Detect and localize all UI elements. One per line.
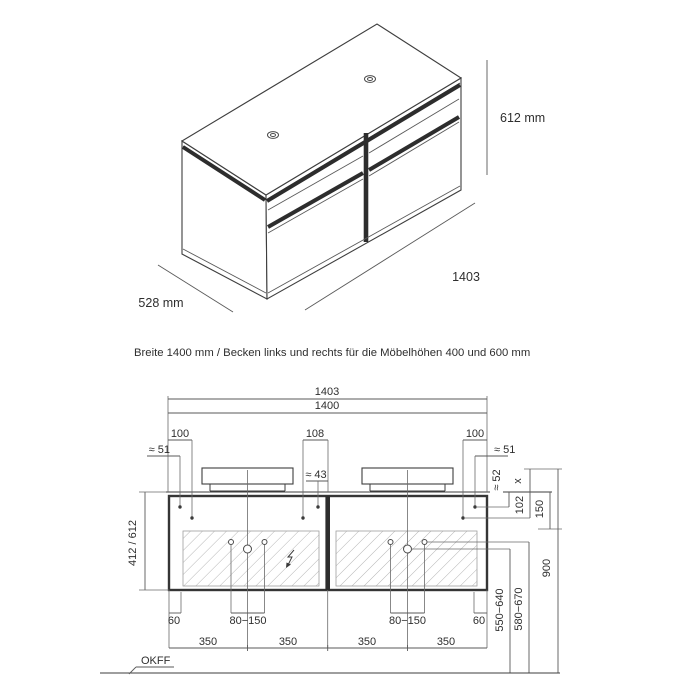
isometric-view: [138, 24, 545, 312]
dim-offset-right: 100: [465, 428, 485, 440]
front-elevation: [100, 386, 562, 674]
dim-drop-102: 102: [514, 495, 526, 515]
caption-text: Breite 1400 mm / Becken links und rechts für die Möbelhöhen 400 und 600 mm: [134, 347, 531, 359]
dim-350-1: 350: [198, 636, 218, 648]
dim-rim-offset: ≈ 52: [491, 469, 503, 491]
dim-basin-height-x: x: [512, 478, 524, 484]
iso-faucet-hole-right: [365, 76, 376, 83]
dim-cabinet-width: 1400: [314, 400, 340, 412]
dim-bottom-group: [168, 590, 487, 651]
dim-drop-150: 150: [534, 499, 546, 519]
dim-offset-center: 108: [305, 428, 325, 440]
dim-cabinet-heights: 412 / 612: [127, 520, 139, 566]
floor-level-group: [100, 655, 560, 674]
dim-350-4: 350: [436, 636, 456, 648]
dim-approx-center: ≈ 43: [305, 469, 327, 481]
dim-range-high: 580−670: [513, 587, 525, 631]
dim-holes-left: 80−150: [229, 615, 267, 627]
dim-approx-right: ≈ 51: [494, 444, 516, 456]
dim-edge-right: 60: [472, 615, 486, 627]
iso-faucet-hole-left: [268, 132, 279, 139]
dim-approx-left: ≈ 51: [148, 444, 170, 456]
dim-offset-left: 100: [170, 428, 190, 440]
iso-depth-label: 528 mm: [138, 296, 184, 310]
iso-width-label: 1403: [452, 270, 480, 284]
iso-height-label: 612 mm: [500, 111, 546, 125]
dim-height-total: 900: [541, 558, 553, 578]
dim-350-3: 350: [357, 636, 377, 648]
dim-edge-left: 60: [167, 615, 181, 627]
dim-counter-width: 1403: [314, 386, 340, 398]
dim-cabinet-height-group: [127, 492, 169, 590]
dim-range-low: 550−640: [494, 588, 506, 632]
hatch-area-left: [183, 531, 319, 586]
dim-350-2: 350: [278, 636, 298, 648]
hatch-area-right: [336, 531, 477, 586]
dim-holes-right: 80−150: [388, 615, 427, 627]
floor-label: OKFF: [141, 655, 171, 667]
